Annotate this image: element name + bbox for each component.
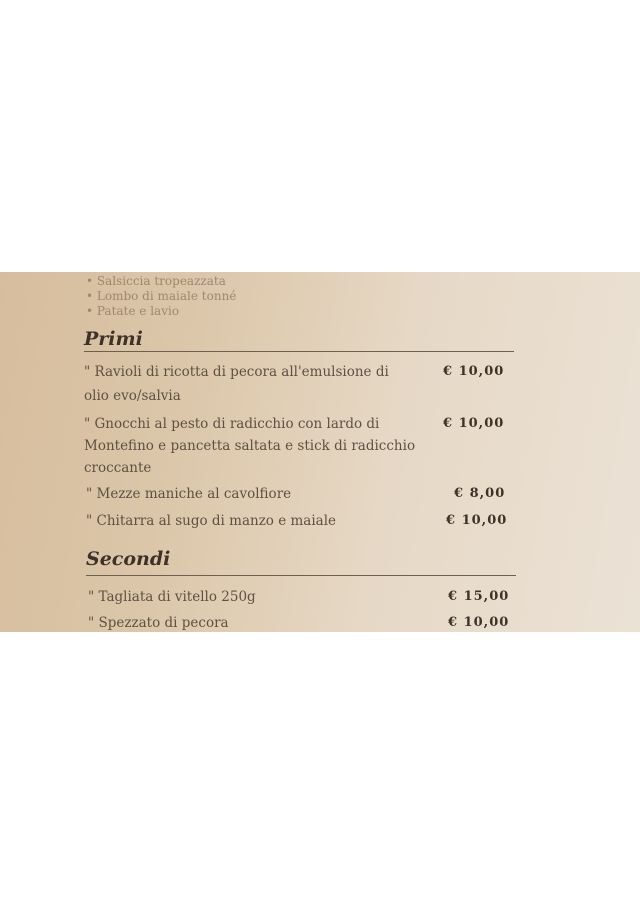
- menu-item-price: € 15,00: [448, 589, 510, 604]
- menu-photo: [0, 272, 640, 632]
- menu-item-price: € 10,00: [443, 364, 505, 379]
- menu-item-line: " Tagliata di vitello 250g: [88, 589, 256, 605]
- menu-item-price: € 10,00: [448, 615, 510, 630]
- previous-item: • Lombo di maiale tonné: [86, 289, 237, 303]
- menu-item-line: croccante: [84, 460, 152, 476]
- previous-item: • Salsiccia tropeazzata: [86, 274, 226, 288]
- menu-item-price: € 8,00: [454, 486, 506, 501]
- menu-item-line: " Spezzato di pecora: [88, 615, 229, 631]
- section-title-secondi: Secondi: [86, 548, 171, 570]
- section-divider: [86, 575, 516, 576]
- previous-item: • Patate e lavio: [86, 304, 180, 318]
- menu-item-line: olio evo/salvia: [84, 388, 181, 404]
- menu-item-line: " Mezze maniche al cavolfiore: [86, 486, 292, 502]
- menu-item-price: € 10,00: [446, 513, 508, 528]
- menu-item-line: " Gnocchi al pesto di radicchio con lardo di: [84, 416, 380, 432]
- menu-item-price: € 10,00: [443, 416, 505, 431]
- section-divider: [84, 351, 514, 352]
- menu-item-line: " Ravioli di ricotta di pecora all'emulsione di: [84, 364, 389, 380]
- menu-item-line: Montefino e pancetta saltata e stick di radicchio: [84, 438, 416, 454]
- section-title-primi: Primi: [84, 328, 143, 350]
- menu-item-line: " Chitarra al sugo di manzo e maiale: [86, 513, 337, 529]
